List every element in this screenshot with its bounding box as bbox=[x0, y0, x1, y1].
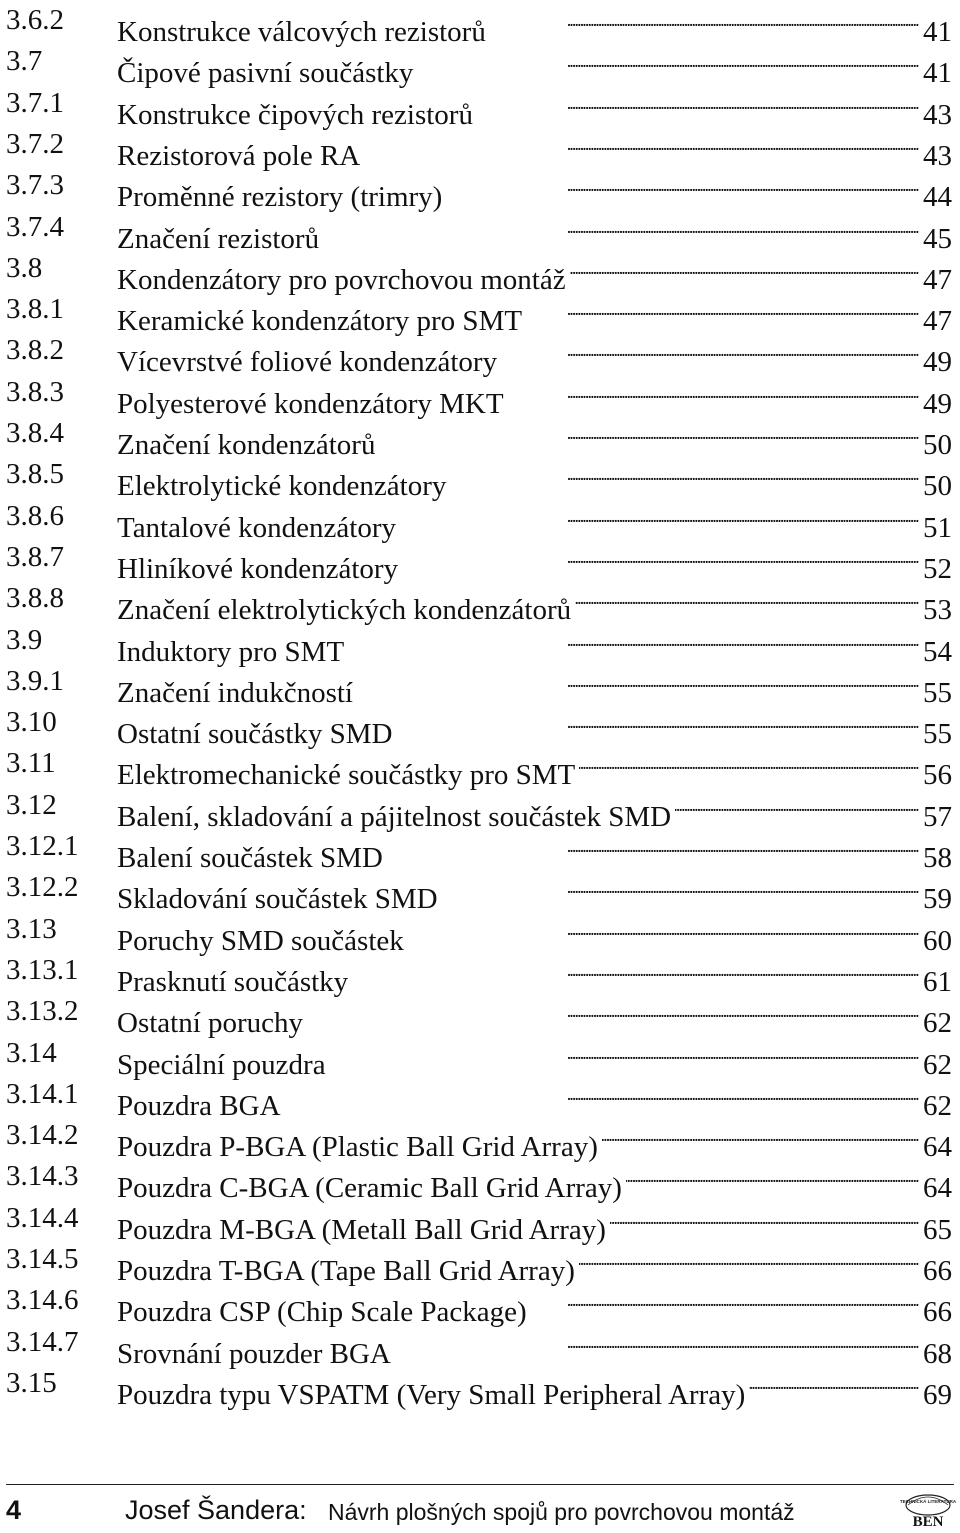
toc-dot-leader bbox=[575, 578, 919, 619]
toc-dot-leader bbox=[442, 867, 919, 908]
page-number: 4 bbox=[6, 1495, 22, 1525]
toc-page-number: 65 bbox=[923, 1213, 952, 1246]
toc-section-number: 3.13.2 bbox=[6, 995, 79, 1028]
toc-page-number: 49 bbox=[923, 346, 952, 379]
toc-dot-leader bbox=[387, 826, 919, 867]
toc-title: Rezistorová pole RA bbox=[117, 139, 361, 172]
toc-dot-leader bbox=[450, 454, 919, 495]
toc-page-number: 54 bbox=[923, 635, 952, 668]
toc-section-number: 3.12.2 bbox=[6, 871, 79, 904]
toc-entry bbox=[117, 1363, 952, 1416]
toc-page-number: 52 bbox=[923, 552, 952, 585]
toc-section-number: 3.8.2 bbox=[6, 334, 64, 367]
toc-page-number: 55 bbox=[923, 718, 952, 751]
toc-dot-leader bbox=[579, 1239, 919, 1280]
toc-title: Značení kondenzátorů bbox=[117, 429, 376, 461]
toc-title: Elektromechanické součástky pro SMT bbox=[117, 759, 576, 792]
toc-section-number: 3.8.1 bbox=[6, 293, 64, 326]
toc-section-number: 3.14.6 bbox=[6, 1284, 79, 1317]
toc-section-number: 3.7.3 bbox=[6, 169, 64, 202]
toc-row[interactable] bbox=[0, 1033, 960, 1081]
toc-section-number: 3.7.4 bbox=[6, 210, 64, 243]
toc-section-number: 3.14 bbox=[6, 1036, 57, 1069]
toc-title: Balení součástek SMD bbox=[117, 842, 383, 874]
toc-dot-leader bbox=[626, 1156, 919, 1197]
toc-section-number: 3.8.5 bbox=[6, 458, 64, 491]
toc-row[interactable] bbox=[0, 496, 960, 544]
toc-row[interactable] bbox=[0, 289, 960, 338]
toc-title: Značení elektrolytických kondenzátorů bbox=[117, 594, 572, 627]
toc-page-number: 68 bbox=[923, 1337, 952, 1370]
toc-title: Polyesterové kondenzátory MKT bbox=[117, 387, 504, 420]
toc-row[interactable] bbox=[0, 330, 960, 379]
toc-row[interactable] bbox=[0, 248, 960, 296]
toc-row[interactable] bbox=[0, 661, 960, 709]
toc-title: Konstrukce čipových rezistorů bbox=[117, 98, 473, 131]
toc-page-number: 59 bbox=[923, 883, 952, 916]
toc-section-number: 3.13 bbox=[6, 912, 57, 945]
toc-row[interactable] bbox=[0, 991, 960, 1040]
toc-dot-leader bbox=[352, 950, 919, 991]
toc-title: Vícevrstvé foliové kondenzátory bbox=[117, 346, 498, 379]
toc-page-number: 62 bbox=[923, 1089, 952, 1122]
toc-page-number: 66 bbox=[923, 1296, 952, 1329]
toc-row[interactable] bbox=[0, 1115, 960, 1164]
toc-page-number: 51 bbox=[923, 511, 952, 544]
toc-title: Pouzdra CSP (Chip Scale Package) bbox=[117, 1296, 527, 1329]
toc-page-number: 43 bbox=[923, 98, 952, 131]
toc-row[interactable] bbox=[0, 620, 960, 668]
toc-section-number: 3.8.6 bbox=[6, 499, 64, 532]
toc-section-number: 3.6.2 bbox=[6, 4, 64, 36]
footer-divider bbox=[6, 1484, 954, 1485]
toc-dot-leader bbox=[602, 1115, 919, 1156]
toc-row[interactable] bbox=[0, 1239, 960, 1287]
toc-section-number: 3.8.7 bbox=[6, 540, 64, 573]
toc-row[interactable] bbox=[0, 124, 960, 172]
toc-title: Tantalové kondenzátory bbox=[117, 511, 396, 544]
toc-page-number: 41 bbox=[923, 57, 952, 90]
toc-section-number: 3.12.1 bbox=[6, 830, 79, 862]
toc-row[interactable] bbox=[0, 165, 960, 214]
toc-title: Keramické kondenzátory pro SMT bbox=[117, 305, 523, 338]
toc-dot-leader bbox=[490, 0, 919, 41]
toc-dot-leader bbox=[357, 661, 919, 702]
toc-dot-leader bbox=[364, 124, 919, 165]
toc-dot-leader bbox=[307, 991, 919, 1032]
toc-dot-leader bbox=[446, 165, 919, 206]
toc-section-number: 3.8.3 bbox=[6, 375, 64, 408]
toc-dot-leader bbox=[330, 1033, 919, 1074]
toc-row[interactable] bbox=[0, 1322, 960, 1370]
toc-title: Čipové pasivní součástky bbox=[117, 57, 414, 90]
toc-row[interactable] bbox=[0, 1363, 960, 1411]
toc-page-number: 45 bbox=[923, 222, 952, 255]
toc-page-number: 64 bbox=[923, 1172, 952, 1205]
toc-section-number: 3.14.2 bbox=[6, 1119, 79, 1152]
toc-dot-leader bbox=[348, 620, 919, 661]
toc-page-number: 66 bbox=[923, 1255, 952, 1287]
toc-dot-leader bbox=[417, 41, 919, 82]
toc-row[interactable] bbox=[0, 207, 960, 255]
toc-title: Hliníkové kondenzátory bbox=[117, 552, 399, 585]
toc-row[interactable] bbox=[0, 826, 960, 874]
toc-page-number: 62 bbox=[923, 1048, 952, 1081]
toc-dot-leader bbox=[501, 330, 919, 371]
toc-page-number: 44 bbox=[923, 181, 952, 214]
toc-dot-leader bbox=[395, 1322, 919, 1363]
toc-section-number: 3.12 bbox=[6, 788, 57, 821]
toc-row[interactable] bbox=[0, 950, 960, 998]
toc-section-number: 3.14.7 bbox=[6, 1325, 79, 1358]
toc-title: Pouzdra P-BGA (Plastic Ball Grid Array) bbox=[117, 1131, 598, 1164]
toc-section-number: 3.7.1 bbox=[6, 86, 64, 119]
toc-title: Speciální pouzdra bbox=[117, 1048, 326, 1081]
toc-page-number: 50 bbox=[923, 470, 952, 503]
page-footer bbox=[0, 1493, 960, 1533]
toc-title: Poruchy SMD součástek bbox=[117, 924, 404, 957]
toc-title: Ostatní poruchy bbox=[117, 1007, 304, 1040]
toc-row[interactable] bbox=[0, 867, 960, 916]
toc-row[interactable] bbox=[0, 578, 960, 627]
toc-page-number: 53 bbox=[923, 594, 952, 627]
toc-page-number: 47 bbox=[923, 305, 952, 338]
toc-section-number: 3.14.5 bbox=[6, 1243, 79, 1275]
toc-dot-leader bbox=[610, 1198, 919, 1239]
toc-section-number: 3.15 bbox=[6, 1366, 57, 1399]
toc-row[interactable] bbox=[0, 1156, 960, 1205]
toc-row[interactable] bbox=[0, 372, 960, 420]
toc-dot-leader bbox=[408, 909, 919, 950]
book-title: Návrh plošných spojů pro povrchovou montáž bbox=[328, 1499, 795, 1525]
toc-title: Značení indukčností bbox=[117, 676, 353, 709]
author-name: Josef Šandera: bbox=[125, 1495, 307, 1525]
toc-row[interactable] bbox=[0, 702, 960, 751]
toc-page-number: 43 bbox=[923, 139, 952, 172]
toc-section-number: 3.7 bbox=[6, 45, 43, 78]
toc-row[interactable] bbox=[0, 41, 960, 90]
toc-title: Srovnání pouzder BGA bbox=[117, 1337, 391, 1370]
toc-dot-leader bbox=[570, 248, 919, 289]
toc-title: Ostatní součástky SMD bbox=[117, 718, 393, 751]
toc-title: Pouzdra C-BGA (Ceramic Ball Grid Array) bbox=[117, 1172, 622, 1205]
toc-section-number: 3.10 bbox=[6, 706, 57, 739]
toc-section-number: 3.8.4 bbox=[6, 417, 64, 449]
toc-dot-leader bbox=[749, 1363, 919, 1404]
toc-page-number: 41 bbox=[923, 16, 952, 48]
toc-section-number: 3.8.8 bbox=[6, 582, 64, 615]
toc-page-number: 64 bbox=[923, 1131, 952, 1164]
toc-row[interactable] bbox=[0, 83, 960, 131]
toc-section-number: 3.14.3 bbox=[6, 1160, 79, 1193]
toc-section-number: 3.9.1 bbox=[6, 664, 64, 697]
toc-title: Proměnné rezistory (trimry) bbox=[117, 181, 443, 214]
toc-title: Značení rezistorů bbox=[117, 222, 320, 255]
toc-title: Konstrukce válcových rezistorů bbox=[117, 16, 486, 48]
toc-section-number: 3.9 bbox=[6, 623, 43, 656]
toc-dot-leader bbox=[508, 372, 919, 413]
toc-title: Balení, skladování a pájitelnost součástek SMD bbox=[117, 800, 672, 833]
toc-dot-leader bbox=[285, 1074, 919, 1115]
toc-row[interactable] bbox=[0, 909, 960, 957]
svg-text:BEN: BEN bbox=[912, 1514, 944, 1530]
toc-dot-leader bbox=[402, 537, 919, 578]
publisher-logo-icon bbox=[898, 1491, 958, 1531]
toc-row[interactable] bbox=[0, 0, 960, 48]
toc-dot-leader bbox=[379, 413, 919, 454]
toc-section-number: 3.11 bbox=[6, 747, 56, 780]
toc-page-number: 47 bbox=[923, 263, 952, 296]
toc-title: Kondenzátory pro povrchovou montáž bbox=[117, 263, 566, 296]
toc-page-number: 61 bbox=[923, 965, 952, 998]
toc-page-number: 50 bbox=[923, 429, 952, 461]
toc-title: Skladování součástek SMD bbox=[117, 883, 438, 916]
toc-section-number: 3.7.2 bbox=[6, 127, 64, 160]
toc-dot-leader bbox=[400, 496, 919, 537]
toc-title: Pouzdra typu VSPATM (Very Small Peripheral Array) bbox=[117, 1378, 746, 1411]
toc-title: Induktory pro SMT bbox=[117, 635, 345, 668]
toc-page-number: 55 bbox=[923, 676, 952, 709]
svg-text:TECHNICKÁ LITERATURA: TECHNICKÁ LITERATURA bbox=[899, 1499, 957, 1504]
toc-page-number: 69 bbox=[923, 1378, 952, 1411]
toc-section-number: 3.14.4 bbox=[6, 1201, 79, 1234]
toc-page-number: 62 bbox=[923, 1007, 952, 1040]
toc-row[interactable] bbox=[0, 1074, 960, 1122]
toc-section-number: 3.14.1 bbox=[6, 1077, 79, 1110]
toc-title: Prasknutí součástky bbox=[117, 965, 349, 998]
toc-dot-leader bbox=[397, 702, 920, 743]
toc-row[interactable] bbox=[0, 537, 960, 585]
toc-row[interactable] bbox=[0, 1280, 960, 1329]
toc-row[interactable] bbox=[0, 1198, 960, 1246]
toc-page-number: 60 bbox=[923, 924, 952, 957]
toc-page-number: 57 bbox=[923, 800, 952, 833]
toc-dot-leader bbox=[531, 1280, 919, 1321]
toc-page-number: 58 bbox=[923, 842, 952, 874]
toc-row[interactable] bbox=[0, 743, 960, 792]
toc-title: Elektrolytické kondenzátory bbox=[117, 470, 447, 503]
toc-title: Pouzdra M-BGA (Metall Ball Grid Array) bbox=[117, 1213, 606, 1246]
toc-row[interactable] bbox=[0, 413, 960, 461]
toc-page-number: 56 bbox=[923, 759, 952, 792]
toc-dot-leader bbox=[477, 83, 919, 124]
toc-row[interactable] bbox=[0, 785, 960, 833]
toc-section-number: 3.13.1 bbox=[6, 953, 79, 986]
toc-dot-leader bbox=[323, 207, 919, 248]
toc-row[interactable] bbox=[0, 454, 960, 503]
toc-page-number: 49 bbox=[923, 387, 952, 420]
toc-title: Pouzdra BGA bbox=[117, 1089, 281, 1122]
toc-dot-leader bbox=[579, 743, 919, 784]
toc-dot-leader bbox=[675, 785, 919, 826]
toc-title: Pouzdra T-BGA (Tape Ball Grid Array) bbox=[117, 1255, 575, 1287]
toc-section-number: 3.8 bbox=[6, 251, 43, 284]
toc-dot-leader bbox=[526, 289, 919, 330]
